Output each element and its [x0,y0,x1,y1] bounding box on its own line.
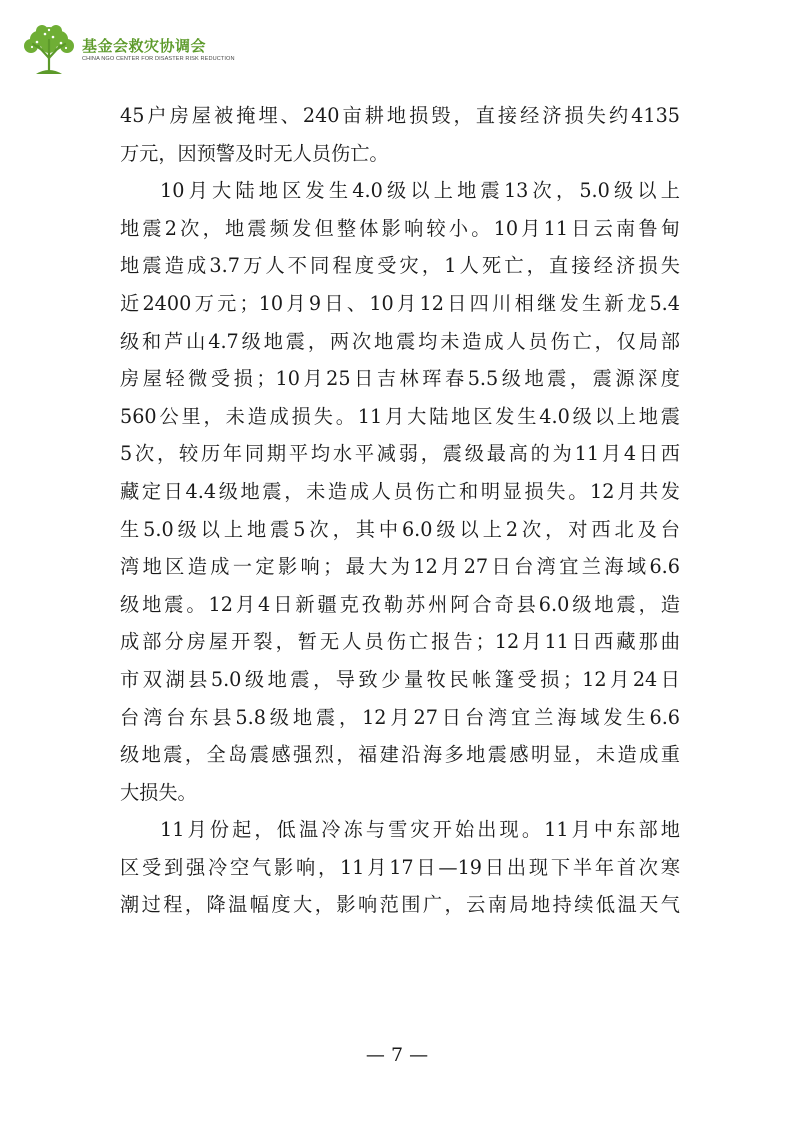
body-line: 生5.0级以上地震5次，其中6.0级以上2次，对西北及台 [120,517,680,541]
body-line: 区受到强冷空气影响，11月17日—19日出现下半年首次寒 [120,855,680,879]
body-line: 房屋轻微受损；10月25日吉林珲春5.5级地震，震源深度 [120,367,680,391]
body-line: 45户房屋被掩埋、240亩耕地损毁，直接经济损失约4135 [120,104,680,127]
body-line: 市双湖县5.0级地震，导致少量牧民帐篷受损；12月24日 [120,667,680,691]
body-line: 级地震，全岛震感强烈，福建沿海多地震感明显，未造成重 [120,743,680,767]
tree-icon [20,22,78,78]
body-line: 湾地区造成一定影响；最大为12月27日台湾宜兰海域6.6 [120,555,680,579]
body-line: 近2400万元；10月9日、10月12日四川相继发生新龙5.4 [120,291,680,315]
body-line: 台湾台东县5.8级地震，12月27日台湾宜兰海域发生6.6 [120,705,680,729]
body-line: 成部分房屋开裂，暂无人员伤亡报告；12月11日西藏那曲 [120,630,680,654]
body-line: 大损失。 [120,780,197,804]
body-line: 地震造成3.7万人不同程度受灾，1人死亡，直接经济损失 [120,254,680,278]
org-name-en: CHINA NGO CENTER FOR DISASTER RISK REDUCTION [82,56,235,62]
body-line: 级地震。12月4日新疆克孜勒苏州阿合奇县6.0级地震，造 [120,592,680,616]
body-line: 11月份起，低温冷冻与雪灾开始出现。11月中东部地 [160,818,680,842]
org-title-block [82,37,235,63]
body-line: 10月大陆地区发生4.0级以上地震13次，5.0级以上 [160,179,680,203]
body-line: 地震2次，地震频发但整体影响较小。10月11日云南鲁甸 [120,216,680,240]
body-line: 560公里，未造成损失。11月大陆地区发生4.0级以上地震 [120,404,680,428]
body-line: 藏定日4.4级地震，未造成人员伤亡和明显损失。12月共发 [120,479,680,503]
body-line: 5次，较历年同期平均水平减弱，震级最高的为11月4日西 [120,442,680,466]
body-line: 潮过程，降温幅度大，影响范围广，云南局地持续低温天气 [120,893,680,917]
page-header [20,22,235,78]
org-name-cn: 基金会救灾协调会 [82,37,207,55]
body-line: 万元，因预警及时无人员伤亡。 [120,141,389,165]
document-body [120,97,680,924]
page-number: — 7 — [365,1044,429,1066]
body-line: 级和芦山4.7级地震，两次地震均未造成人员伤亡，仅局部 [120,329,680,353]
